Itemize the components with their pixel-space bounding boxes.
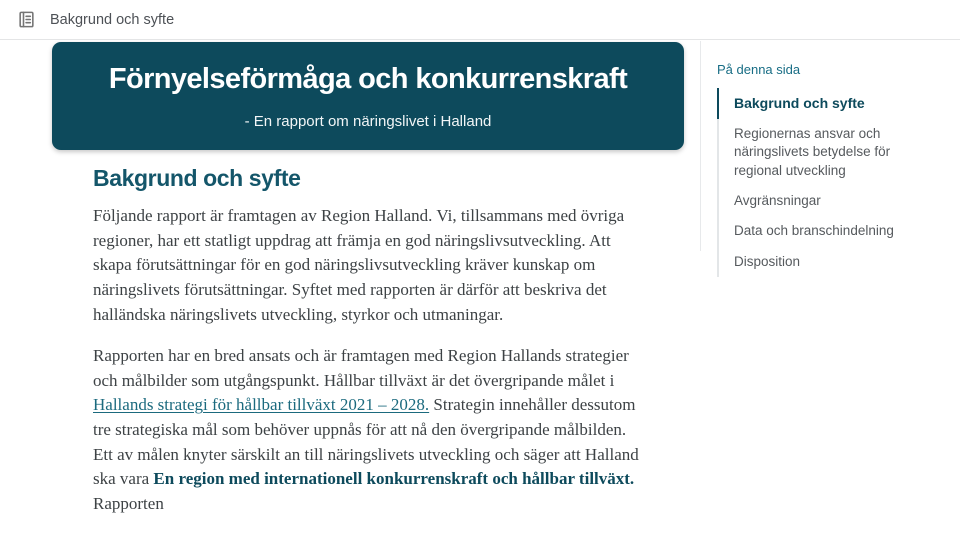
on-this-page-nav [717,62,931,277]
article [93,165,649,534]
section-heading: Bakgrund och syfte [93,165,301,191]
sidebar-divider [700,41,701,251]
toc-list [717,88,931,277]
report-title: Förnyelseförmåga och konkurrenskraft [108,62,628,95]
p2-text-before-link: Rapporten har en bred ansats och är framtagen med Region Hallands strategier och målbilder som utgångspunkt. Hållbar tillväxt är det övergripande målet i [93,346,629,390]
toc-item-regionernas-ansvar[interactable]: Regionernas ansvar och näringslivets betydelse för regional utveckling [717,119,931,186]
p2-strong-goal: En region med internationell konkurrenskraft och hållbar tillväxt. [153,469,635,489]
toc-item-bakgrund-och-syfte[interactable]: Bakgrund och syfte [717,88,931,119]
book-outline-icon[interactable] [17,10,36,29]
topbar [0,0,960,40]
paragraph-1: Följande rapport är framtagen av Region Halland. Vi, tillsammans med övriga regioner, har ett statligt uppdrag att främja en god näringslivsutveckling. Att skapa förutsättningar för en god näringslivsutveckling kräver kunskap om näringslivets förutsättningar. Syftet med rapporten är därför att beskriva det halländska näringslivets utveckling, styrkor och utmaningar. [93,206,625,324]
toc-title: På denna sida [717,62,801,77]
paragraph-2 [93,344,649,516]
p2-text-after-strong: Rapporten [93,494,164,514]
report-subtitle: - En rapport om näringslivet i Halland [244,112,492,130]
report-banner [52,42,684,150]
topbar-title: Bakgrund och syfte [50,11,175,28]
strategy-link[interactable]: Hallands strategi för hållbar tillväxt 2021 – 2028. [93,395,430,415]
toc-item-avgransningar[interactable]: Avgränsningar [717,186,931,216]
p2-text-after-link: Strategin innehåller dessutom tre strategiska mål som behöver uppnås för att nå den övergripande målbilden. Ett av målen knyter särskilt an till näringslivets utveckling och säger att Halland ska vara [93,395,639,489]
toc-item-data-och-branschindelning[interactable]: Data och branschindelning [717,216,931,246]
toc-item-disposition[interactable]: Disposition [717,247,931,277]
